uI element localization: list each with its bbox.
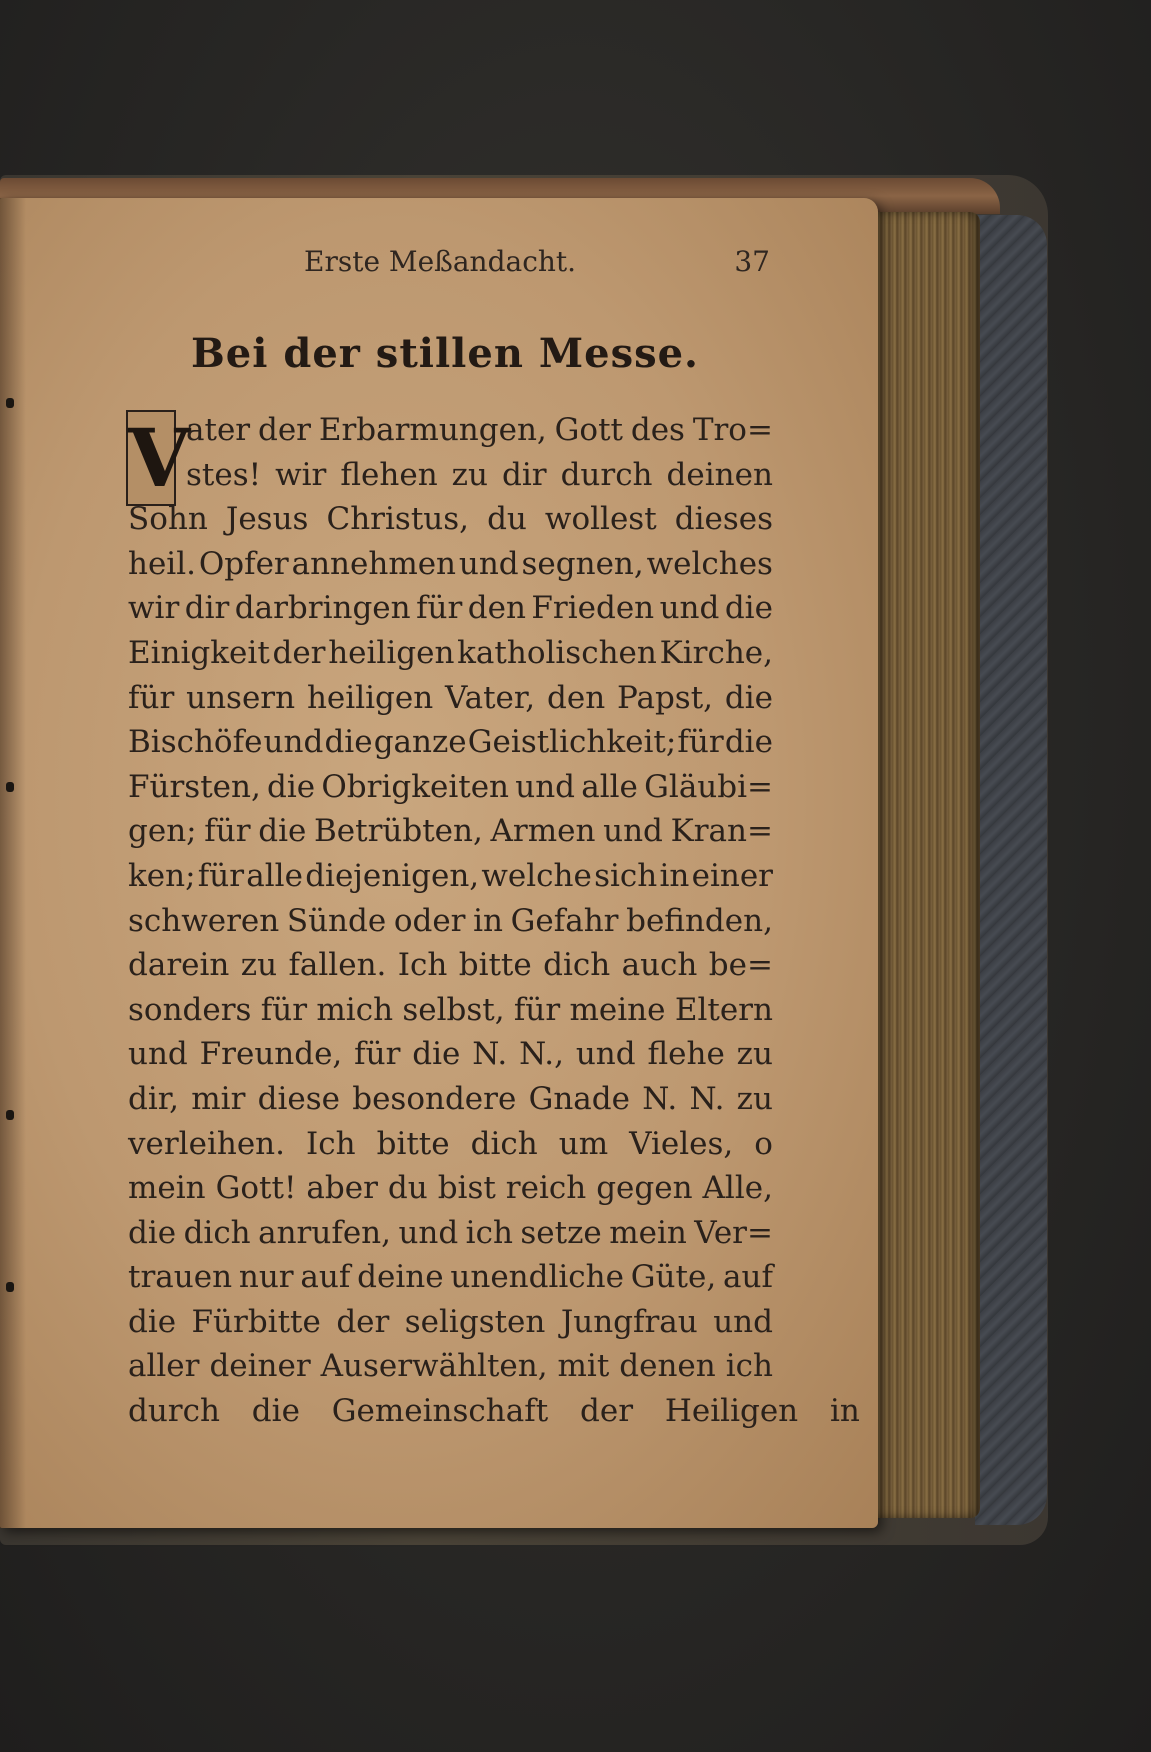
word: gen; <box>128 813 197 850</box>
word: N. <box>689 1080 725 1117</box>
word: Fürsten, <box>128 768 261 805</box>
word: die <box>258 813 307 850</box>
text-line <box>128 899 773 944</box>
text-line <box>128 1166 773 1211</box>
word: wir <box>128 590 180 627</box>
word: und <box>603 813 663 850</box>
word: für <box>204 813 251 850</box>
word: Geistlichkeit; <box>467 724 677 761</box>
word: heiligen <box>306 679 434 716</box>
text-line <box>128 809 773 854</box>
word: dieses <box>674 501 773 538</box>
word: Jungfrau <box>560 1303 698 1340</box>
word: durch <box>560 456 653 493</box>
word: Einigkeit <box>128 634 270 671</box>
word: mit <box>557 1348 610 1385</box>
text-line <box>128 542 773 587</box>
word: dich <box>543 947 611 984</box>
word: o <box>754 1125 773 1162</box>
word: ich <box>725 1348 773 1385</box>
word: sich <box>594 857 658 894</box>
text-line <box>128 586 773 631</box>
word: darein <box>128 947 230 984</box>
text-line <box>128 497 773 542</box>
text-line <box>128 453 773 498</box>
word: besondere <box>352 1080 517 1117</box>
text-line <box>128 1122 773 1167</box>
word: und <box>398 1214 459 1251</box>
word: Christus, <box>326 501 470 538</box>
word: annehmen <box>291 545 457 582</box>
word: welche <box>481 857 592 894</box>
word: bitte <box>376 1125 450 1162</box>
word: meine <box>569 991 666 1028</box>
word: Armen <box>490 813 596 850</box>
word: Gott! <box>215 1170 297 1207</box>
word: darbringen <box>234 590 411 627</box>
word: flehe <box>647 1036 725 1073</box>
word: Frieden <box>531 590 655 627</box>
word: aber <box>306 1170 378 1207</box>
word: die <box>128 1214 177 1251</box>
word: alle <box>581 768 638 805</box>
word: reich <box>505 1170 587 1207</box>
word: trauen <box>128 1259 233 1296</box>
word: die <box>724 679 773 716</box>
word: zu <box>736 1080 773 1117</box>
text-line <box>128 1077 773 1122</box>
word: in <box>659 857 690 894</box>
book-cover-spine-side <box>975 215 1047 1525</box>
word: und <box>515 768 576 805</box>
word: Betrübten, <box>314 813 483 850</box>
word: Vieles, <box>629 1125 734 1162</box>
word: für <box>197 857 245 894</box>
word: zu <box>736 1036 773 1073</box>
word: verleihen. <box>128 1125 285 1162</box>
text-line <box>128 1255 773 1300</box>
word: der <box>257 412 311 448</box>
word: heiligen <box>328 634 455 671</box>
word: du <box>487 501 527 538</box>
word: auf <box>300 1259 351 1296</box>
word: Ich <box>397 947 448 984</box>
word: auf <box>723 1259 773 1296</box>
word: zu <box>451 456 488 493</box>
word: für <box>354 1036 401 1073</box>
text-line <box>128 1344 773 1389</box>
word: N., <box>519 1036 564 1073</box>
word: und <box>458 545 519 582</box>
word: dir, <box>128 1080 180 1117</box>
word: diejenigen, <box>305 857 480 894</box>
word: Freunde, <box>199 1036 343 1073</box>
word: die <box>724 590 773 627</box>
word: deine <box>357 1259 444 1296</box>
word: stes! <box>186 456 262 493</box>
word: katholischen <box>457 634 657 671</box>
word: Eltern <box>674 991 773 1028</box>
word: diese <box>257 1080 340 1117</box>
word: Gefahr <box>510 902 619 939</box>
word: Gläubi= <box>644 768 773 805</box>
word: die <box>724 724 773 761</box>
word: Gnade <box>528 1080 630 1117</box>
page-block-edge <box>868 212 980 1518</box>
decorated-initial: V <box>128 411 191 505</box>
word: der <box>336 1303 390 1340</box>
text-line <box>128 1032 773 1077</box>
text-line <box>128 943 773 988</box>
word: des <box>630 412 685 448</box>
word: setze <box>520 1214 602 1251</box>
word: Ver= <box>694 1214 773 1251</box>
word: Kirche, <box>659 634 773 671</box>
word: und <box>263 724 324 761</box>
text-line <box>128 676 773 721</box>
word: Gott <box>554 412 623 448</box>
word: denen <box>619 1348 716 1385</box>
word: Auserwählten, <box>320 1348 548 1385</box>
word: wollest <box>544 501 657 538</box>
word: ganze <box>373 724 467 761</box>
word: bist <box>437 1170 496 1207</box>
word: befinden, <box>626 902 773 939</box>
word: zu <box>240 947 278 984</box>
word: Sünde <box>286 902 387 939</box>
word: alle <box>246 857 303 894</box>
word: dich <box>470 1125 538 1162</box>
word: für <box>128 679 175 716</box>
word: heil. <box>128 545 196 582</box>
word: dich <box>183 1214 251 1251</box>
word: Kran= <box>670 813 773 850</box>
section-heading: Bei der stillen Messe. <box>191 330 699 377</box>
word: N. <box>642 1080 678 1117</box>
word: wir <box>275 456 327 493</box>
word: seligsten <box>404 1303 546 1340</box>
word: die <box>412 1036 461 1073</box>
word: aller <box>128 1348 200 1385</box>
word: anrufen, <box>258 1214 391 1251</box>
word: für <box>260 991 308 1028</box>
word: Bischöfe <box>128 724 263 761</box>
word: mein <box>128 1170 206 1207</box>
word: die <box>324 724 373 761</box>
text-line <box>128 1300 773 1345</box>
word: nur <box>238 1259 294 1296</box>
word: schweren <box>128 902 280 939</box>
word: oder <box>393 902 466 939</box>
word: bitte <box>458 947 532 984</box>
word: Papst, <box>617 679 714 716</box>
body-text <box>128 408 860 1434</box>
word: segnen, <box>521 545 644 582</box>
text-line <box>128 988 773 1033</box>
word: ater <box>186 412 251 448</box>
word: mein <box>609 1214 687 1251</box>
word: deiner <box>209 1348 311 1385</box>
word: Tro= <box>692 412 773 448</box>
word: für <box>513 991 561 1028</box>
word: einer <box>691 857 773 894</box>
word: unsern <box>186 679 296 716</box>
word: Alle, <box>702 1170 773 1207</box>
word: gegen <box>596 1170 693 1207</box>
word: deinen <box>666 456 773 493</box>
word: den <box>467 590 526 627</box>
word: ken; <box>128 857 196 894</box>
word: Opfer <box>198 545 289 582</box>
word: der <box>272 634 326 671</box>
word: für <box>416 590 463 627</box>
text-line <box>128 631 773 676</box>
word: für <box>677 724 724 761</box>
word: Ich <box>306 1125 356 1162</box>
text-line <box>128 408 773 453</box>
running-header-title: Erste Meßandacht. <box>304 245 577 278</box>
word: dir <box>501 456 547 493</box>
word: welches <box>646 545 773 582</box>
word: in <box>473 902 504 939</box>
word: Fürbitte <box>191 1303 321 1340</box>
word: Sohn <box>128 501 208 538</box>
word: flehen <box>340 456 438 493</box>
word: Jesus <box>225 501 309 538</box>
word: unendliche <box>450 1259 624 1296</box>
word: be= <box>708 947 773 984</box>
word: N. <box>472 1036 508 1073</box>
text-line <box>128 854 773 899</box>
word: den <box>547 679 606 716</box>
word: Erbarmungen, <box>318 412 547 448</box>
word: du <box>387 1170 428 1207</box>
word: Vater, <box>445 679 536 716</box>
word: und <box>575 1036 636 1073</box>
word: und <box>713 1303 773 1340</box>
text-line: durch die Gemeinschaft der Heiligen in <box>128 1393 860 1430</box>
text-line <box>128 765 773 810</box>
word: ich <box>465 1214 513 1251</box>
word: die <box>128 1303 177 1340</box>
word: um <box>558 1125 609 1162</box>
word: sonders <box>128 991 252 1028</box>
page-number: 37 <box>734 245 770 278</box>
word: fallen. <box>288 947 387 984</box>
word: die <box>267 768 316 805</box>
word: mir <box>191 1080 246 1117</box>
word: Obrigkeiten <box>321 768 510 805</box>
word: auch <box>621 947 698 984</box>
word: Güte, <box>630 1259 717 1296</box>
word: und <box>128 1036 188 1073</box>
text-line <box>128 1211 773 1256</box>
text-line <box>128 720 773 765</box>
word: mich <box>316 991 394 1028</box>
word: und <box>659 590 720 627</box>
word: dir <box>184 590 230 627</box>
word: selbst, <box>402 991 505 1028</box>
running-header <box>300 245 770 285</box>
